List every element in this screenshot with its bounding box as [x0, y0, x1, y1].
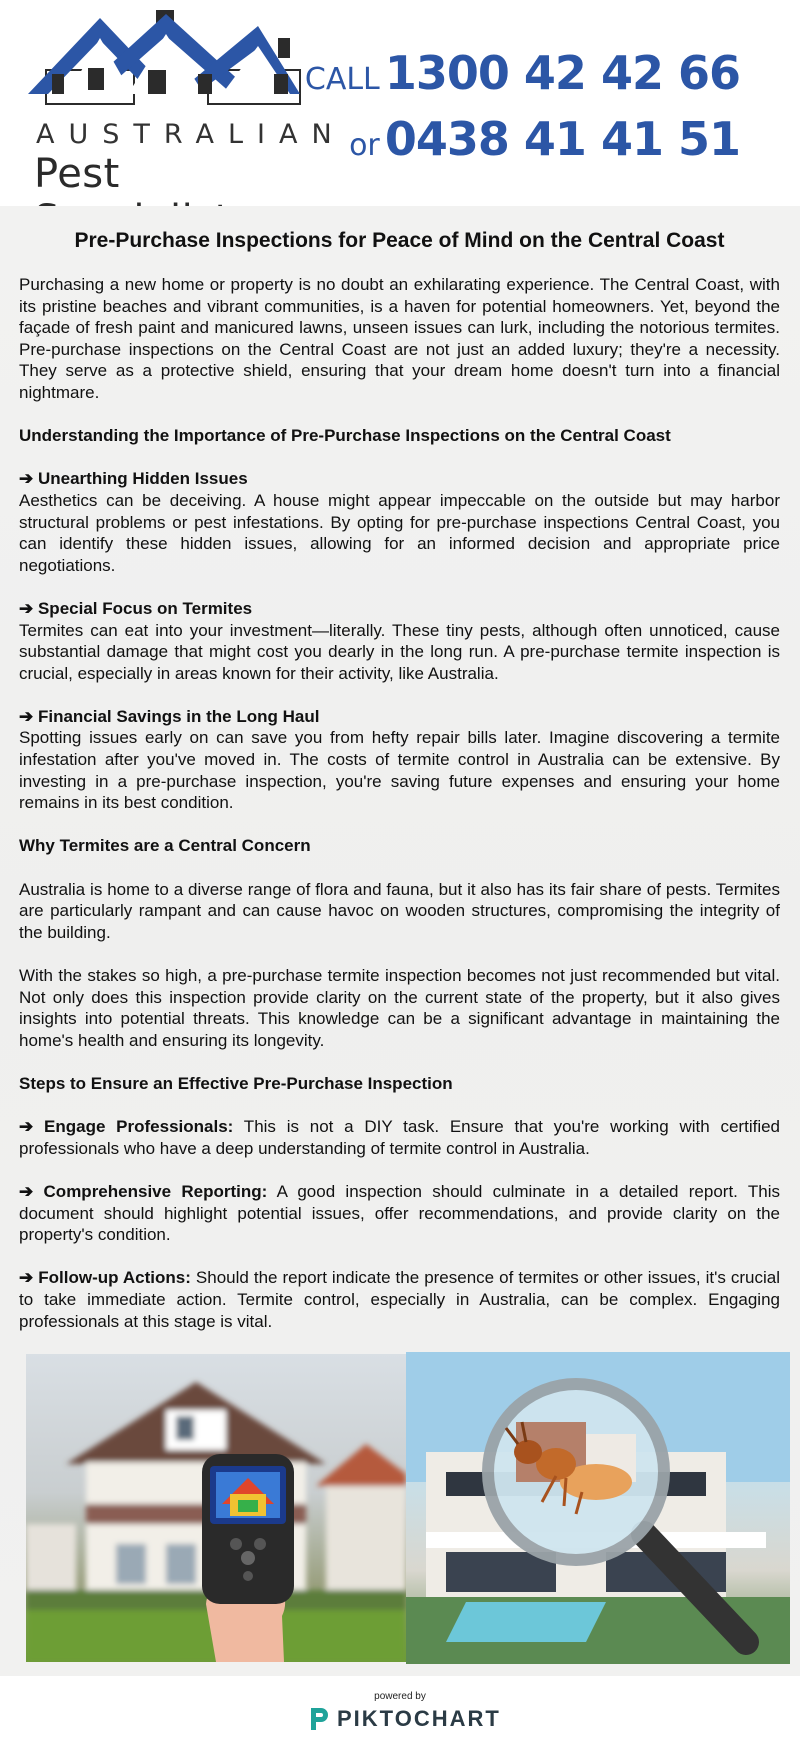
step-engage — [19, 1116, 780, 1159]
section2-paragraph-1: Australia is home to a diverse range of flora and fauna, but it also has its fair share of pests. Termites are particularly rampant and can cause havoc on wooden structures, compromising the integrity of the building. — [19, 879, 780, 942]
step-reporting-text: A good inspection should culminate in a detailed report. This document should highlight potential issues, offer recommendations, and provide clarity on the property's condition. — [19, 1181, 780, 1245]
item-text-termites: Termites can eat into your investment—literally. These tiny pests, although often unnoticed, cause substantial damage that might cost you dearly in the long run. A pre-purchase termite inspection is crucial, especially in areas known for their activity, like Australia. — [19, 620, 780, 683]
item-title-hidden-issues: ➔ Unearthing Hidden Issues — [19, 469, 248, 489]
section3-heading: Steps to Ensure an Effective Pre-Purchase Inspection — [19, 1073, 453, 1093]
step-followup-label: ➔ Follow-up Actions: — [19, 1268, 191, 1288]
item-title-savings: ➔ Financial Savings in the Long Haul — [19, 706, 320, 726]
section2-paragraph-2: With the stakes so high, a pre-purchase termite inspection becomes not just recommended but vital. Not only does this inspection provide clarity on the current state of the property, but it also gives insights into potential threats. This knowledge can be a significant advantage in maintaining the home's health and ensuring its longevity. — [19, 966, 780, 1050]
logo-wordmark-top: AUSTRALIAN — [36, 119, 346, 150]
item-title-termites: ➔ Special Focus on Termites — [19, 598, 253, 618]
step-followup-text: Should the report indicate the presence of termites or other issues, it's crucial to take immediate action. Termite control, especially in Australia, can be complex. Engaging professionals at this stage is vital. — [19, 1268, 780, 1331]
illustration-strip — [26, 1352, 790, 1662]
house-roofs-icon — [28, 8, 338, 120]
item-text-hidden-issues: Aesthetics can be deceiving. A house might appear impeccable on the outside but may harbor structural problems or pest infestations. By opting for pre-purchase inspections Central Coast, you can identify these hidden issues, allowing for an informed decision and appropriate price negotiations. — [19, 490, 780, 575]
logo-wordmark-bottom: Pest — [34, 151, 120, 197]
piktochart-brand-link[interactable] — [307, 1706, 501, 1732]
step-followup — [19, 1267, 780, 1332]
item-text-savings: Spotting issues early on can save you from hefty repair bills later. Imagine discovering a termite infestation after you've moved in. The costs of termite control in Australia can be extensive. By investing in a pre-purchase inspection, you're saving future expenses and ensuring your home remains in its best condition. — [19, 728, 780, 813]
phone-number-secondary[interactable]: 0438 41 41 51 — [384, 112, 740, 166]
step-reporting-label: ➔ Comprehensive Reporting: — [19, 1181, 268, 1201]
step-engage-label: ➔ Engage Professionals: — [19, 1117, 234, 1137]
step-engage-text: This is not a DIY task. Ensure that you're working with certified professionals who have a deep understanding of termite control in Australia. — [19, 1117, 781, 1158]
or-prefix: or — [349, 128, 380, 163]
header — [0, 0, 800, 206]
footer — [0, 1676, 800, 1757]
call-prefix: CALL — [304, 62, 380, 97]
phone-line-secondary[interactable] — [349, 112, 740, 166]
magnifier-termite-image — [406, 1352, 790, 1664]
phone-number-primary[interactable]: 1300 42 42 66 — [384, 46, 740, 100]
article-panel — [0, 206, 800, 1676]
piktochart-logo-icon — [307, 1706, 329, 1732]
thermal-camera-house-image — [26, 1354, 406, 1662]
section2-heading: Why Termites are a Central Concern — [19, 836, 311, 856]
article-body — [19, 228, 780, 1332]
phone-line-primary[interactable] — [305, 46, 740, 100]
intro-paragraph: Purchasing a new home or property is no doubt an exhilarating experience. The Central Coast, with its pristine beaches and vibrant communities, is a haven for potential homeowners. Yet, beyond the façade of fresh paint and manicured lawns, unseen issues can lurk, including the notorious termites. Pre-purchase inspections on the Central Coast are not just an added luxury; they're a necessity. They serve as a protective shield, ensuring that your dream home doesn't turn into a financial nightmare. — [19, 275, 780, 402]
step-reporting — [19, 1181, 780, 1246]
piktochart-wordmark: PIKTOCHART — [337, 1706, 501, 1731]
section1-heading: Understanding the Importance of Pre-Purchase Inspections on the Central Coast — [19, 426, 671, 446]
article-title: Pre-Purchase Inspections for Peace of Mind on the Central Coast — [74, 229, 725, 252]
powered-by-label: powered by — [374, 1691, 426, 1702]
